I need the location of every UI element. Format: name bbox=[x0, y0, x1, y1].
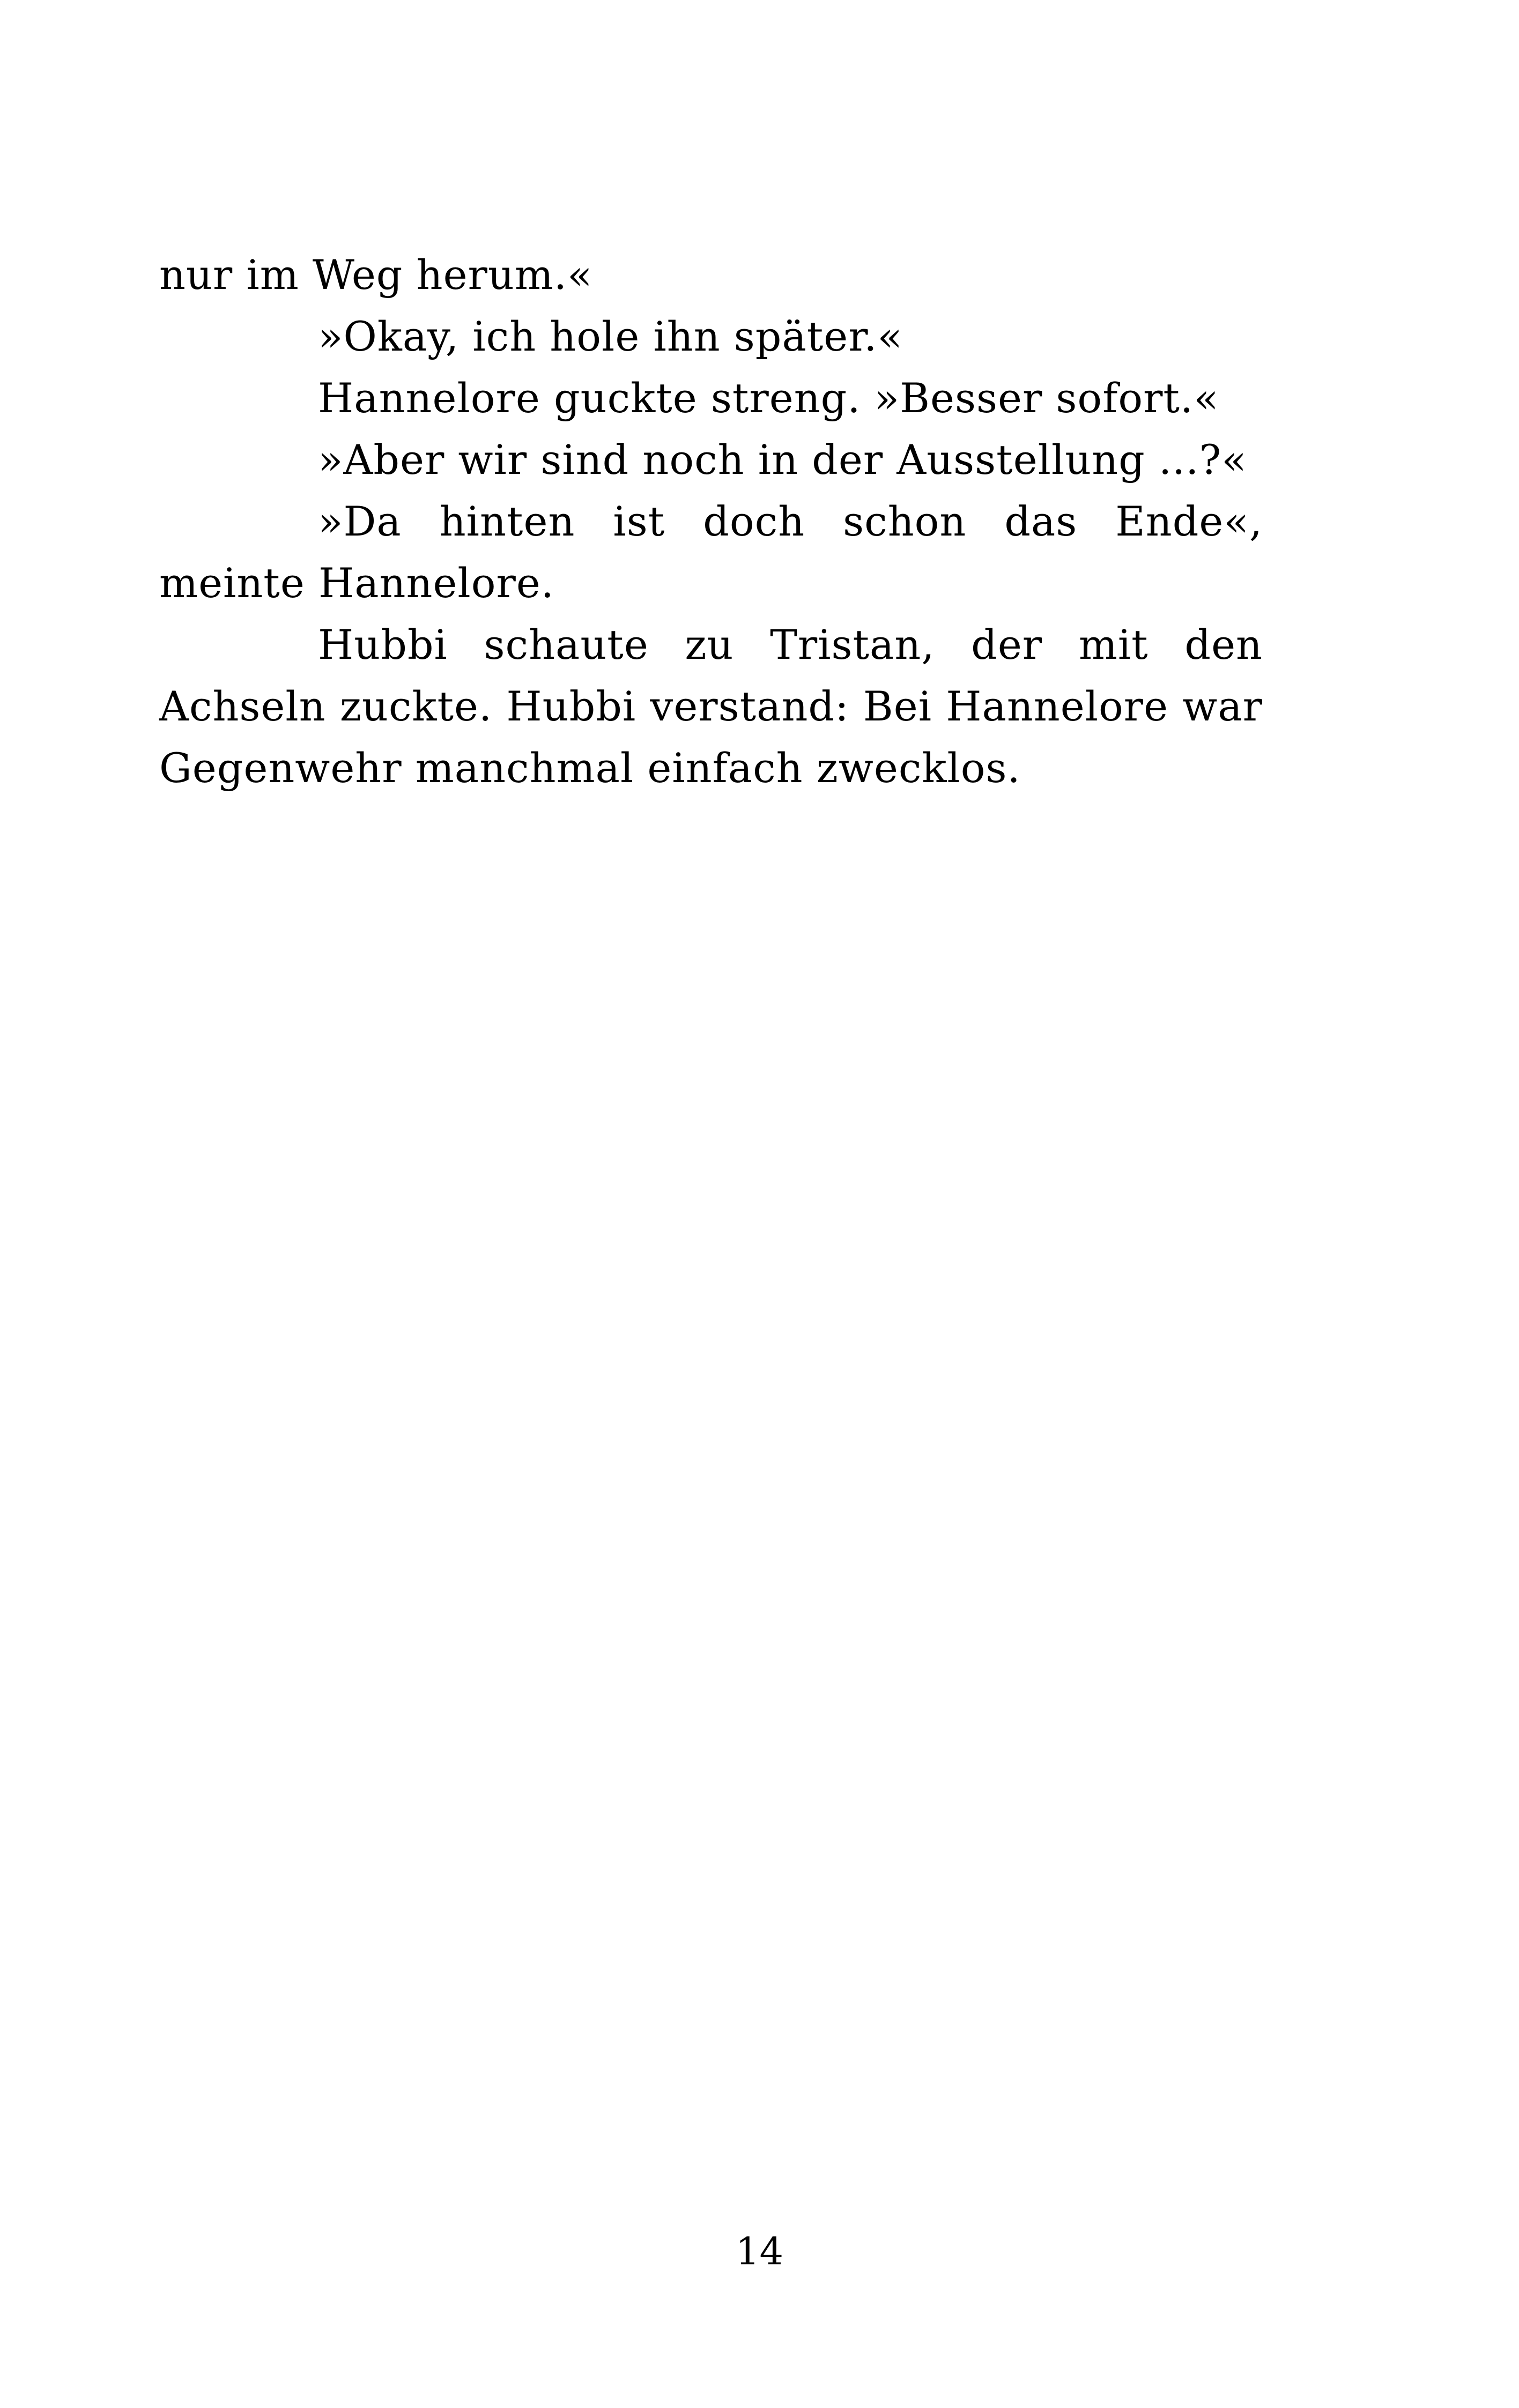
body-text bbox=[159, 244, 1263, 799]
page-number: 14 bbox=[735, 2229, 784, 2273]
paragraph: Hubbi schaute zu Tristan, der mit den Achseln zuckte. Hubbi verstand: Bei Hannelore war Gegenwehr manchmal einfach zwecklos. bbox=[159, 621, 1263, 792]
paragraph: »Aber wir sind noch in der Ausstellung ...?« bbox=[318, 436, 1247, 484]
paragraph: Hannelore guckte streng. »Besser sofort.« bbox=[318, 374, 1219, 422]
paragraph: nur im Weg herum.« bbox=[159, 251, 593, 299]
paragraph: »Da hinten ist doch schon das Ende«, meinte Hannelore. bbox=[159, 497, 1263, 607]
paragraph: »Okay, ich hole ihn später.« bbox=[318, 313, 903, 360]
